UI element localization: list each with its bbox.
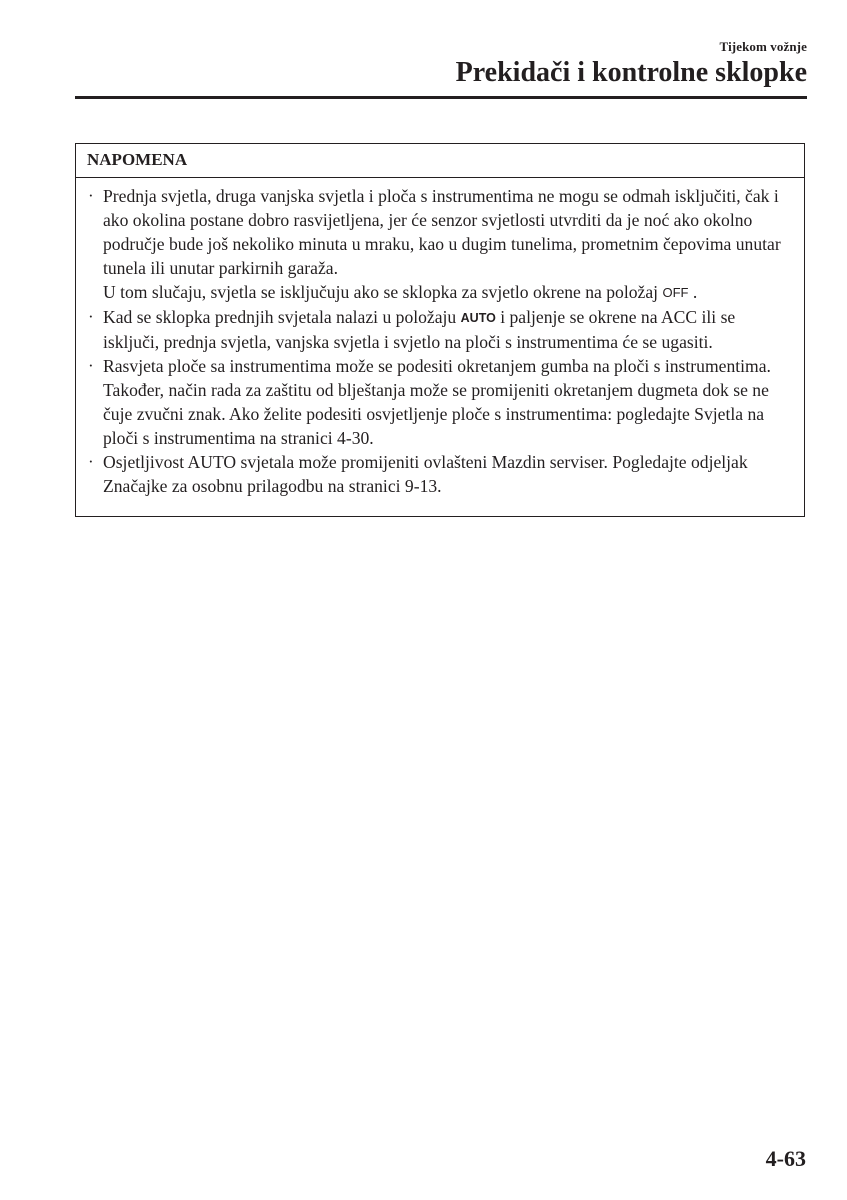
page-title: Prekidači i kontrolne sklopke [455, 57, 807, 88]
note-item [88, 184, 794, 305]
note-list [76, 178, 804, 498]
note-paragraph: Rasvjeta ploče sa instrumentima može se podesiti okretanjem gumba na ploči s instrumentima. Također, način rada za zaštitu od blještanja može se promijeniti okretanjem dugmeta dok se ne čuje zvučni znak. Ako želite podesiti osvjetljenje ploče s instrumentima: pogledajte Svjetla na ploči s instrumentima na stranici 4-30. [103, 356, 771, 448]
page-number: 4-63 [765, 1146, 806, 1171]
off-position-mark: OFF [662, 285, 689, 300]
auto-position-mark: AUTO [460, 311, 496, 325]
note-box [75, 143, 805, 517]
note-paragraph [103, 305, 794, 354]
note-paragraph [103, 280, 794, 305]
note-item [88, 450, 794, 498]
note-heading: NAPOMENA [76, 144, 804, 178]
bullet-icon: · [88, 186, 94, 205]
note-item [88, 305, 794, 354]
note-paragraph: Prednja svjetla, druga vanjska svjetla i ploča s instrumentima ne mogu se odmah isključiti, čak i ako okolina postane dobro rasvijetljena, jer će senzor svjetlosti utvrditi da je noć ako okolno područje bude još nekoliko minuta u mraku, kao u dugim tunelima, prometnim čepovima unutar tunela ili unutar parkirnih garaža. [103, 186, 781, 278]
note-paragraph: Osjetljivost AUTO svjetala može promijeniti ovlašteni Mazdin serviser. Pogledajte odjeljak Značajke za osobnu prilagodbu na stranici 9-13. [103, 452, 748, 496]
bullet-icon: · [88, 356, 94, 375]
note-text: i paljenje se okrene na ACC ili se isključi, prednja svjetla, vanjska svjetla i svjetlo na ploči s instrumentima će se ugasiti. [103, 307, 736, 352]
bullet-icon: · [88, 307, 94, 326]
bullet-icon: · [88, 452, 94, 471]
section-label: Tijekom vožnje [719, 39, 807, 54]
note-text: U tom slučaju, svjetla se isključuju ako se sklopka za svjetlo okrene na položaj [103, 282, 663, 302]
title-rule [75, 96, 807, 99]
note-text: . [688, 282, 698, 302]
note-item [88, 354, 794, 450]
note-text: Kad se sklopka prednjih svjetala nalazi u položaju [103, 307, 461, 327]
